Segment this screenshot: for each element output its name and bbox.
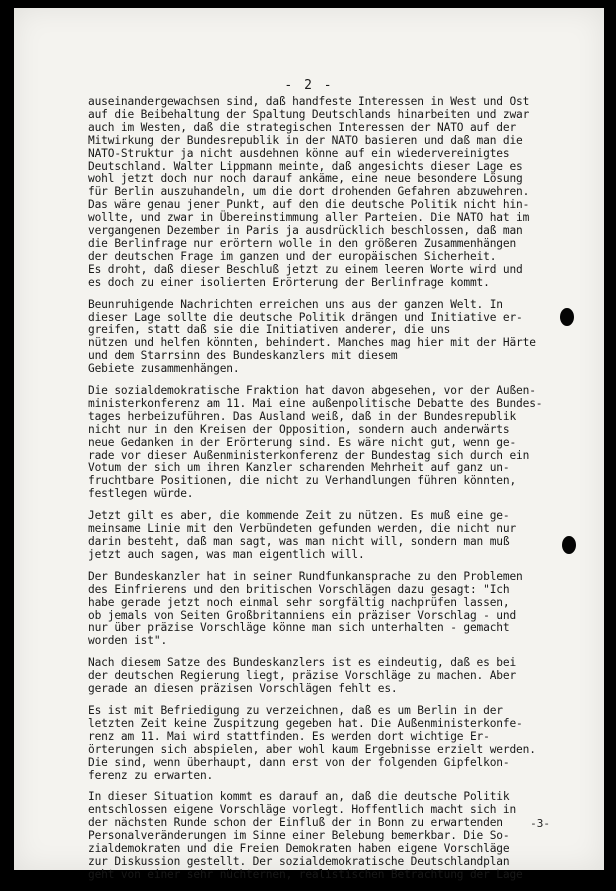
paragraph-1: auseinandergewachsen sind, daß handfeste Interessen in West und Ost auf die Beibehaltung der Spaltung Deutschlands hinarbeiten und zwar auch im Westen, daß die strategischen Interessen der NATO auf der Mitwirkung der Bundesrepublik in der NATO basieren und daß man die NATO-Struktur ja nicht ausdehnen könne auf ein wiedervereinigtes Deutschland. Walter Lippmann meinte, daß angesichts dieser Lage es wohl jetzt doch nur noch darauf ankäme, eine neue besondere Lösung für Berlin auszuhandeln, um die dort drohenden Gefahren abzuwehren. Das wäre genau jener Punkt, auf den die deutsche Politik nicht hin- wollte, und zwar in Übereinstimmung aller Parteien. Die NATO hat im vergangenen Dezember in Paris ja ausdrücklich beschlossen, daß man die Berlinfrage nur erörtern wolle in den größeren Zusammenhängen der deutschen Frage im ganzen und der europäischen Sicherheit. Es droht, daß dieser Beschluß jetzt zu einem leeren Worte wird und es doch zu einer isolierten Erörterung der Berlinfrage kommt. bbox=[88, 95, 530, 289]
punch-hole-upper bbox=[560, 308, 574, 326]
paragraph-2: Beunruhigende Nachrichten erreichen uns aus der ganzen Welt. In dieser Lage sollte die deutsche Politik drängen und Initiative er- greifen, statt daß sie die Initiativen anderer, die uns nützen und helfen könnten, behindert. Manches mag hier mit der Härte und dem Starrsinn des Bundeskanzlers mit diesem Gebiete zusammenhängen. bbox=[88, 297, 536, 376]
page-number: - 2 - bbox=[284, 78, 334, 93]
paragraph-3: Die sozialdemokratische Fraktion hat davon abgesehen, vor der Außen- ministerkonferenz am 11. Mai eine außenpolitische Debatte des Bundes- tages herbeizuführen. Das Ausland weiß, daß in der Bundesrepublik nicht nur in den Kreisen der Opposition, sondern auch anderwärts neue Gedanken in der Erörterung sind. Es wäre nicht gut, wenn ge- rade vor dieser Außenministerkonferenz der Bundestag sich durch ein Votum der sich um ihren Kanzler scharenden Mehrheit auf ganz un- fruchtbare Positionen, die nicht zu Verhandlungen führen könnten, festlegen würde. bbox=[88, 384, 543, 501]
paragraph-8: In dieser Situation kommt es darauf an, daß die deutsche Politik entschlossen eigene Vorschläge vorlegt. Hoffentlich macht sich in der nächsten Runde schon der Einfluß der in Bonn zu erwartenden Personalveränderungen im Sinne einer Belebung bemerkbar. Die So- zialdemokraten und die Freien Demokraten haben eigene Vorschläge zur Diskussion gestellt. Der sozialdemokratische Deutschlandplan geht von einer sehr nüchternen, realistischen Betrachtung der Lage bbox=[88, 790, 523, 881]
next-page-marker: -3- bbox=[530, 817, 550, 830]
body-text bbox=[88, 96, 588, 891]
punch-hole-lower bbox=[562, 536, 576, 554]
document-page bbox=[14, 8, 604, 881]
paragraph-5: Der Bundeskanzler hat in seiner Rundfunkansprache zu den Problemen des Einfrierens und den britischen Vorschlägen dazu gesagt: "Ich habe gerade jetzt noch einmal sehr sorgfältig nachprüfen lassen, ob jemals von Seiten Großbritanniens ein präziser Vorschlag - und nur über präzise Vorschläge könne man sich unterhalten - gemacht worden ist". bbox=[88, 569, 523, 648]
paragraph-7: Es ist mit Befriedigung zu verzeichnen, daß es um Berlin in der letzten Zeit keine Zuspitzung gegeben hat. Die Außenministerkonfe- renz am 11. Mai wird stattfinden. Es werden dort wichtige Er- örterungen sich abspielen, aber wohl kaum Ergebnisse erzielt werden. Die sind, wenn überhaupt, dann erst von der folgenden Gipfelkon- ferenz zu erwarten. bbox=[88, 703, 536, 782]
paragraph-4: Jetzt gilt es aber, die kommende Zeit zu nützen. Es muß eine ge- meinsame Linie mit den Verbündeten gefunden werden, die nicht nur darin besteht, daß man sagt, was man nicht will, sondern man muß jetzt auch sagen, was man eigentlich will. bbox=[88, 509, 517, 561]
paragraph-6: Nach diesem Satze des Bundeskanzlers ist es eindeutig, daß es bei der deutschen Regierung liegt, präzise Vorschläge zu machen. Aber gerade an diesen präzisen Vorschlägen fehlt es. bbox=[88, 656, 517, 696]
